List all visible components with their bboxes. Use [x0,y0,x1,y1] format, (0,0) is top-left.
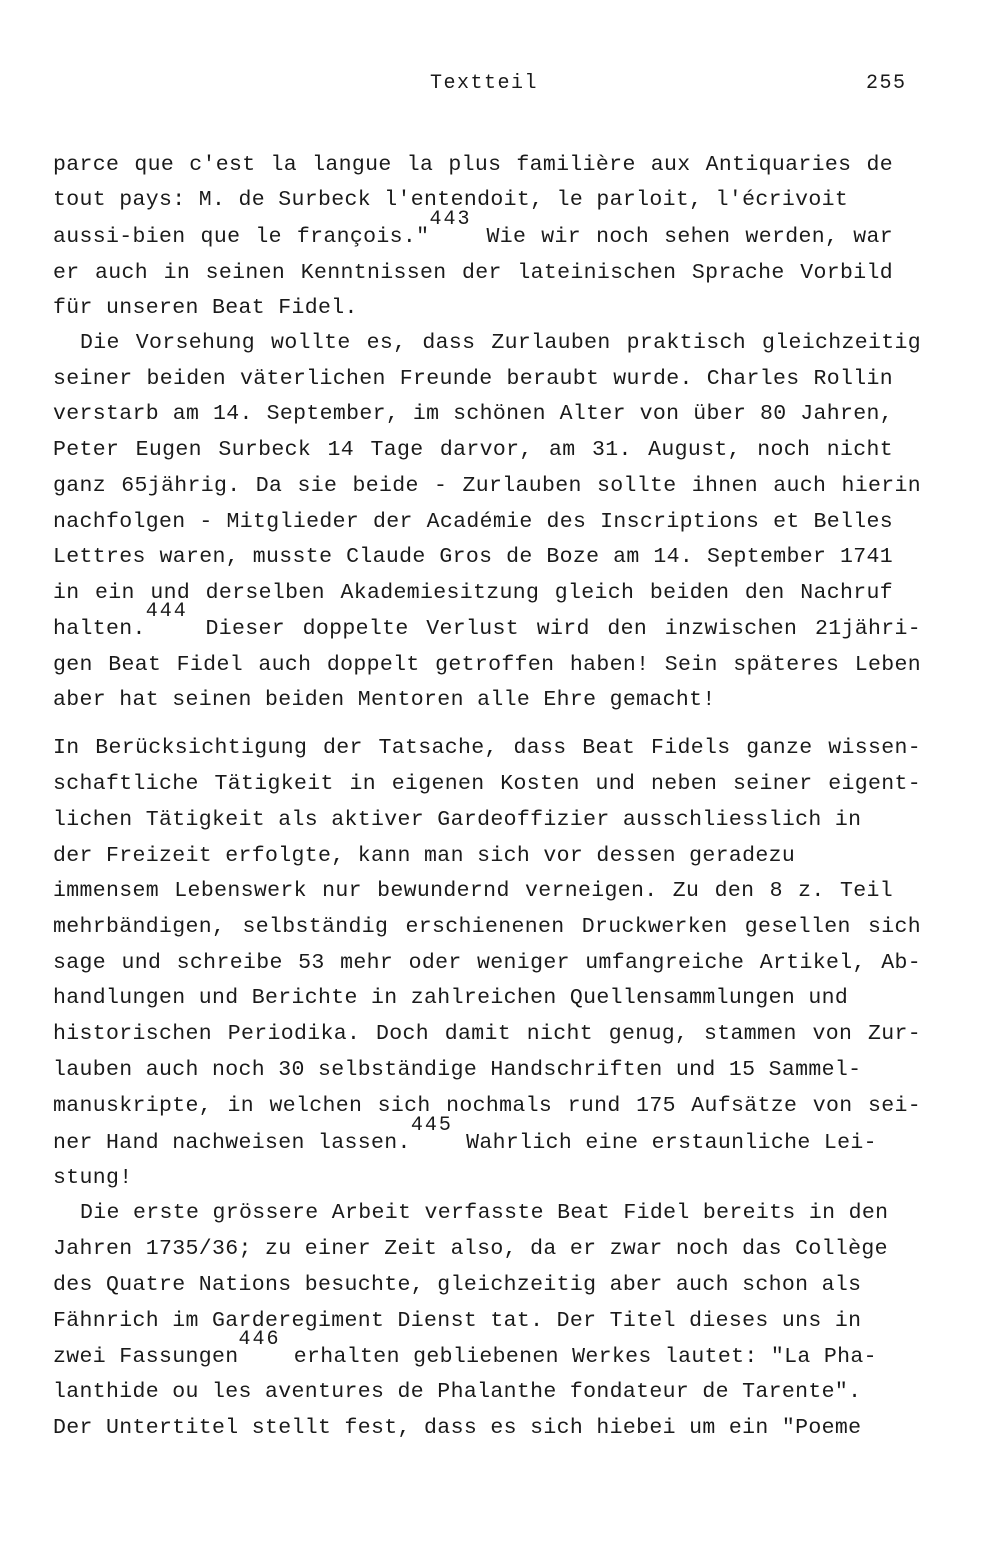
text-line: Lettres waren, musste Claude Gros de Boze am 14. September 1741 [53,545,893,569]
text-line: der Freizeit erfolgte, kann man sich vor dessen geradezu [53,844,796,868]
text-line: ganz 65jährig. Da sie beide - Zurlauben sollte ihnen auch hierin [53,474,921,498]
text-line: handlungen und Berichte in zahlreichen Quellensammlungen und [53,986,849,1010]
text-line: seiner beiden väterlichen Freunde beraubt wurde. Charles Rollin [53,367,893,391]
text-line: historischen Periodika. Doch damit nicht genug, stammen von Zur- [53,1022,921,1046]
text-line: lanthide ou les aventures de Phalanthe fondateur de Tarente". [53,1380,862,1404]
text-line: verstarb am 14. September, im schönen Alter von über 80 Jahren, [53,402,893,426]
text-line: gen Beat Fidel auch doppelt getroffen haben! Sein späteres Leben [53,653,921,677]
text-line: er auch in seinen Kenntnissen der lateinischen Sprache Vorbild [53,261,893,285]
text-line: In Berücksichtigung der Tatsache, dass Beat Fidels ganze wissen- [53,736,921,760]
text-line: lauben auch noch 30 selbständige Handschriften und 15 Sammel- [53,1058,862,1082]
text-line: Fähnrich im Garderegiment Dienst tat. Der Titel dieses uns in [53,1309,862,1333]
text-line: nachfolgen - Mitglieder der Académie des Inscriptions et Belles [53,510,893,534]
text-line: tout pays: M. de Surbeck l'entendoit, le parloit, l'écrivoit [53,188,849,212]
text-line: Die erste grössere Arbeit verfasste Beat Fidel bereits in den [80,1201,889,1225]
footnote-ref: 446 [238,1328,281,1351]
text-line: in ein und derselben Akademiesitzung gleich beiden den Nachruf [53,581,893,605]
text-line: schaftliche Tätigkeit in eigenen Kosten und neben seiner eigent- [53,772,921,796]
text-line: Jahren 1735/36; zu einer Zeit also, da er zwar noch das Collège [53,1237,888,1261]
text-line: mehrbändigen, selbständig erschienenen Druckwerken gesellen sich [53,915,921,939]
running-head: Textteil [430,72,539,95]
text-line: zwei Fassungen$^{446}$ erhalten gebliebenen Werkes lautet: "La Pha- [53,1328,877,1369]
page-number: 255 [866,72,907,95]
text-line: lichen Tätigkeit als aktiver Gardeoffizier ausschliesslich in [53,808,862,832]
text-line: parce que c'est la langue la plus familière aux Antiquaries de [53,153,893,177]
text-line: aber hat seinen beiden Mentoren alle Ehre gemacht! [53,688,716,712]
text-line: Peter Eugen Surbeck 14 Tage darvor, am 31. August, noch nicht [53,438,893,462]
text-line: sage und schreibe 53 mehr oder weniger umfangreiche Artikel, Ab- [53,951,921,975]
footnote-ref: 445 [410,1114,453,1137]
text-line: aussi-bien que le françois."$^{443}$ Wie wir noch sehen werden, war [53,208,893,249]
text-line: Die Vorsehung wollte es, dass Zurlauben praktisch gleichzeitig [80,331,921,355]
text-line: des Quatre Nations besuchte, gleichzeitig aber auch schon als [53,1273,862,1297]
footnote-ref: 443 [429,208,472,231]
footnote-ref: 444 [145,600,188,623]
text-line: manuskripte, in welchen sich nochmals rund 175 Aufsätze von sei- [53,1094,921,1118]
text-line: stung! [53,1166,133,1190]
text-line: ner Hand nachweisen lassen.$^{445}$ Wahrlich eine erstaunliche Lei- [53,1114,877,1155]
text-line: Der Untertitel stellt fest, dass es sich hiebei um ein "Poeme [53,1416,862,1440]
text-line: für unseren Beat Fidel. [53,296,358,320]
text-line: immensem Lebenswerk nur bewundernd verneigen. Zu den 8 z. Teil [53,879,893,903]
text-line: halten.$^{444}$ Dieser doppelte Verlust wird den inzwischen 21jähri- [53,600,921,641]
